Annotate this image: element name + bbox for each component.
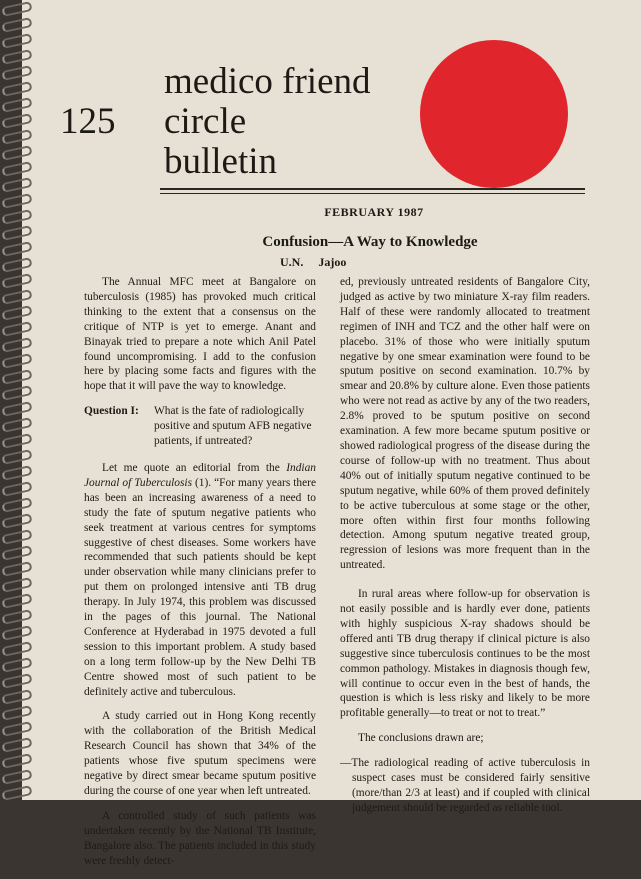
binding-coil bbox=[1, 369, 32, 385]
paragraph-rural-areas: In rural areas where follow-up for observation is not easily possible and is hardly ever done, patients with highly suspicious X-ray shadows should be offered anti TB drug therapy if clinical picture is also suggestive since tuberculosis continues to be the most common pathology. Mistakes in diagnosis though few, will continue to occur even in the best of hands, the question is which is less risky and likely to be more profitable generally—to treat or not to treat.” bbox=[340, 588, 590, 720]
binding-coil bbox=[1, 689, 32, 705]
binding-coil bbox=[1, 657, 32, 673]
binding-coil bbox=[1, 785, 32, 801]
binding-coil bbox=[1, 609, 32, 625]
title-line-3: bulletin bbox=[164, 141, 278, 182]
question-label: Question I: bbox=[84, 405, 139, 418]
title-line-1: medico friend bbox=[164, 61, 371, 102]
quote-body: (1). “For many years there has been an increasing awareness of a need to study the fate of sputum negative patients who seek treatment at various centres for symptoms suggestive of chest diseases. Some workers have recommended that such patients should be kept under observation while many clinicians prefer to put them on prolonged intensive anti TB drug therapy. In July 1974, this problem was discussed in the pages of this journal. The National Conference at Hyderabad in 1975 devoted a full session to this important problem. A study based on a long term follow-up by the New Delhi TB Centre showed most of such patient to be definitely active and tuberculous. bbox=[84, 476, 316, 698]
binding-coil bbox=[1, 465, 32, 481]
article-headline: Confusion—A Way to Knowledge bbox=[262, 234, 478, 250]
binding-coil bbox=[1, 449, 32, 465]
question-text: What is the fate of radiologically positive and sputum AFB negative patients, if untreated? bbox=[154, 405, 312, 448]
binding-coil bbox=[1, 753, 32, 769]
binding-coil bbox=[1, 737, 32, 753]
binding-coil bbox=[1, 289, 32, 305]
binding-coil bbox=[1, 593, 32, 609]
red-circle-logo bbox=[420, 40, 568, 188]
binding-coil bbox=[1, 577, 32, 593]
binding-coil bbox=[1, 513, 32, 529]
binding-coil bbox=[1, 545, 32, 561]
issue-number: 125 bbox=[60, 101, 116, 142]
binding-coil bbox=[1, 497, 32, 513]
conclusion-item: —The radiological reading of active tuberculosis in suspect cases must be considered fairly sensitive (more/than 2/3 at least) and if coupled with clinical judgement should be regarded as reliable tool. bbox=[340, 757, 590, 814]
paragraph-study-results: ed, previously untreated residents of Bangalore City, judged as active by two miniature X-ray film readers. Half of these were randomly allocated to treatment regimen of INH and TCZ and the other half were on placebo. 31% of those who were initially sputum negative by one smear examination were found to be sputum positive on second examination. 10.7% by smear and 20.8% by culture alone. Even those patients who were not read as active by any of the two readers, 2.8% proved to be sputum positive on second examination. A few more became sputum positive or showed radiological progress of the disease during the course of follow-up with no treatment. Thus about 40% out of initially sputum negative continued to be sputum negative, while 60% of them proved definitely to be active tuberculous at some stage or the other, more often within first four months following detection. Among sputum negative treated group, regression of lesions was more frequent than in the untreated. bbox=[340, 276, 590, 572]
binding-coil bbox=[1, 705, 32, 721]
binding-coil bbox=[1, 561, 32, 577]
right-column bbox=[340, 275, 590, 826]
question-block bbox=[84, 404, 316, 449]
quote-lead: Let me quote an editorial from the bbox=[102, 461, 287, 474]
masthead bbox=[0, 0, 641, 200]
binding-coil bbox=[1, 257, 32, 273]
binding-coil bbox=[1, 321, 32, 337]
binding-coil bbox=[1, 721, 32, 737]
left-column bbox=[84, 275, 316, 879]
binding-coil bbox=[1, 433, 32, 449]
masthead-rule-bottom bbox=[160, 193, 585, 194]
title-line-2: circle bbox=[164, 101, 247, 142]
binding-coil bbox=[1, 385, 32, 401]
binding-coil bbox=[1, 209, 32, 225]
binding-coil bbox=[1, 769, 32, 785]
binding-coil bbox=[1, 305, 32, 321]
paragraph-hong-kong-study: A study carried out in Hong Kong recently with the collaboration of the British Medical Research Council has shown that 34% of the patients whose five sputum specimens were negative by direct smear became sputum positive during the course of one year when left untreated. bbox=[84, 710, 316, 797]
binding-coil bbox=[1, 353, 32, 369]
binding-coil bbox=[1, 241, 32, 257]
paragraph-editorial-quote bbox=[84, 461, 316, 700]
binding-coil bbox=[1, 225, 32, 241]
paragraph-conclusions-lead: The conclusions drawn are; bbox=[358, 732, 484, 745]
binding-coil bbox=[1, 401, 32, 417]
article-author: U.N. Jajoo bbox=[280, 255, 347, 269]
issue-date: FEBRUARY 1987 bbox=[324, 205, 424, 219]
paragraph-bangalore-study: A controlled study of such patients was undertaken recently by the National TB Institute, Bangalore also. The patients included in this study were freshly detect- bbox=[84, 809, 316, 867]
binding-coil bbox=[1, 529, 32, 545]
binding-coil bbox=[1, 273, 32, 289]
binding-coil bbox=[1, 417, 32, 433]
masthead-rule-top bbox=[160, 188, 585, 190]
binding-coil bbox=[1, 337, 32, 353]
binding-coil bbox=[1, 481, 32, 497]
binding-coil bbox=[1, 625, 32, 641]
binding-coil bbox=[1, 641, 32, 657]
journal-name: Indian Journal of Tuberculosis bbox=[84, 461, 316, 489]
binding-coil bbox=[1, 673, 32, 689]
paragraph-intro: The Annual MFC meet at Bangalore on tuberculosis (1985) has provoked much critical thinking to the extent that a consensus on the critique of NTP is yet to emerge. Anant and Binayak tried to prepare a note which Anil Patel found uncompromising. I add to the confusion here by placing some facts and figures with the hope that it will pave the way to knowledge. bbox=[84, 276, 316, 393]
